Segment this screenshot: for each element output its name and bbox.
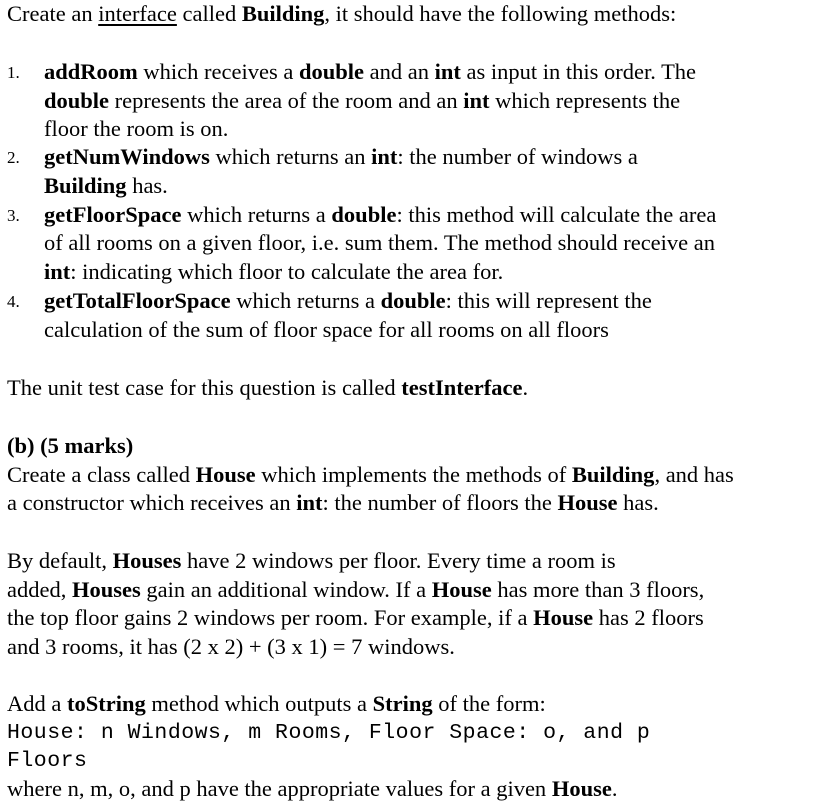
list-number-3: 3. — [7, 206, 20, 225]
list-number-2: 2. — [7, 148, 20, 167]
test-name: testInterface — [401, 375, 523, 400]
part-b-para1-line-1: Create a class called House which implements the methods of Building, and has — [7, 462, 734, 487]
list-number-4: 4. — [7, 292, 20, 311]
tostring-format-code-line-2: Floors — [7, 749, 88, 773]
tostring-format-code-line-1: House: n Windows, m Rooms, Floor Space: o, and p — [7, 721, 651, 745]
part-b-para2-line-4: and 3 rooms, it has (2 x 2) + (3 x 1) = 7 windows. — [7, 634, 455, 659]
method-3-line-2: of all rooms on a given floor, i.e. sum them. The method should receive an — [44, 230, 716, 255]
list-number-1: 1. — [7, 63, 20, 82]
method-3-line-1: getFloorSpace which returns a double: this method will calculate the area — [44, 202, 717, 227]
part-b-heading: (b) (5 marks) — [7, 433, 134, 458]
part-b-para1-line-2: a constructor which receives an int: the number of floors the House has. — [7, 490, 659, 515]
part-b-para3-line-1: Add a toString method which outputs a String of the form: — [7, 691, 546, 716]
method-4-line-1: getTotalFloorSpace which returns a double: this will represent the — [44, 288, 652, 313]
part-b-para3-line-4: where n, m, o, and p have the appropriate values for a given House. — [7, 776, 618, 801]
unit-test-line: The unit test case for this question is called testInterface. — [7, 375, 529, 400]
building-name: Building — [241, 1, 325, 26]
method-3-line-3: int: indicating which floor to calculate the area for. — [44, 259, 504, 284]
part-b-para2-line-3: the top floor gains 2 windows per room. For example, if a House has 2 floors — [7, 605, 704, 630]
method-2-line-2: Building has. — [44, 173, 168, 198]
method-4-line-2: calculation of the sum of floor space for all rooms on all floors — [44, 317, 609, 342]
interface-term: interface — [98, 1, 177, 26]
method-1-line-3: floor the room is on. — [44, 116, 229, 141]
method-1-line-2: double represents the area of the room and an int which represents the — [44, 88, 681, 113]
intro-line: Create an interface called Building, it should have the following methods: — [7, 1, 677, 26]
method-1-line-1: addRoom which receives a double and an int as input in this order. The — [44, 59, 697, 84]
part-b-para2-line-2: added, Houses gain an additional window. If a House has more than 3 floors, — [7, 577, 705, 602]
part-b-para2-line-1: By default, Houses have 2 windows per floor. Every time a room is — [7, 548, 616, 573]
method-2-line-1: getNumWindows which returns an int: the number of windows a — [44, 144, 638, 169]
